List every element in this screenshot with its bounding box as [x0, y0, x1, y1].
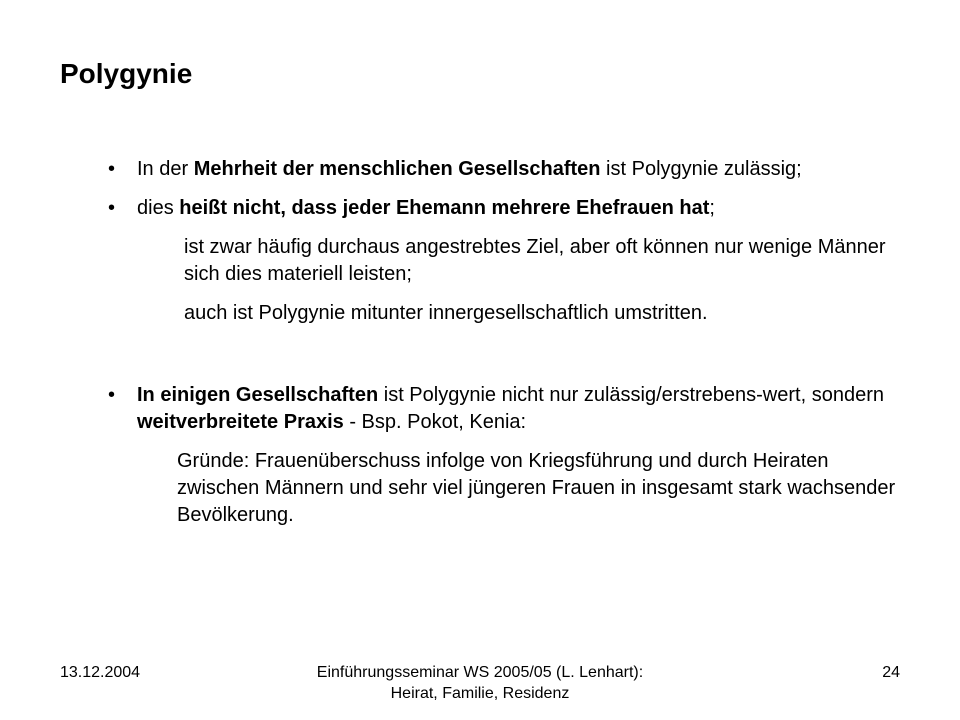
bullet-item — [108, 156, 898, 183]
bullet-text-run: ; — [709, 197, 715, 219]
bullet-dot: • — [108, 384, 116, 406]
footer-page-number: 24 — [882, 664, 900, 681]
slide-body — [108, 156, 898, 529]
footer-course-line: Einführungsseminar WS 2005/05 (L. Lenhart): — [316, 664, 644, 681]
bullet-item — [108, 382, 898, 436]
bullet-text-run-bold: heißt nicht, dass jeder Ehemann mehrere Ehefrauen hat — [179, 197, 710, 219]
bullet-text-run-bold: Mehrheit der menschlichen Gesellschaften — [193, 158, 601, 180]
bullet-text-run: dies — [137, 197, 180, 219]
bullet-dot: • — [108, 158, 116, 180]
sub-point — [108, 234, 898, 288]
sub-point-text: Gründe: Frauenüberschuss infolge von Kriegsführung und durch Heiraten zwischen Männern und sehr viel jüngeren Frauen in insgesamt stark wachsender Bevölkerung. — [177, 450, 896, 526]
sub-point-text: ist zwar häufig durchaus angestrebtes Ziel, aber oft können nur wenige Männer sich dies materiell leisten; — [184, 236, 886, 285]
bullet-text-run: In der — [137, 158, 194, 180]
slide-title: Polygynie — [60, 58, 193, 89]
footer-date: 13.12.2004 — [60, 664, 141, 681]
bullet-dot: • — [108, 197, 116, 219]
footer-course-line: Heirat, Familie, Residenz — [390, 685, 570, 702]
bullet-text-run: ist Polygynie zulässig; — [600, 158, 802, 180]
bullet-text-run: - Bsp. Pokot, Kenia: — [343, 411, 527, 433]
bullet-text-run: ist Polygynie nicht nur zulässig/erstrebens-wert, sondern — [378, 384, 884, 406]
bullet-item — [108, 195, 898, 222]
footer-course-info — [240, 662, 720, 704]
bullet-text-run-bold: In einigen Gesellschaften — [137, 384, 379, 406]
sub-point — [108, 448, 898, 529]
bullet-text-run-bold: weitverbreitete Praxis — [137, 411, 344, 433]
sub-point — [108, 300, 898, 327]
sub-point-text: auch ist Polygynie mitunter innergesellschaftlich umstritten. — [184, 302, 708, 324]
